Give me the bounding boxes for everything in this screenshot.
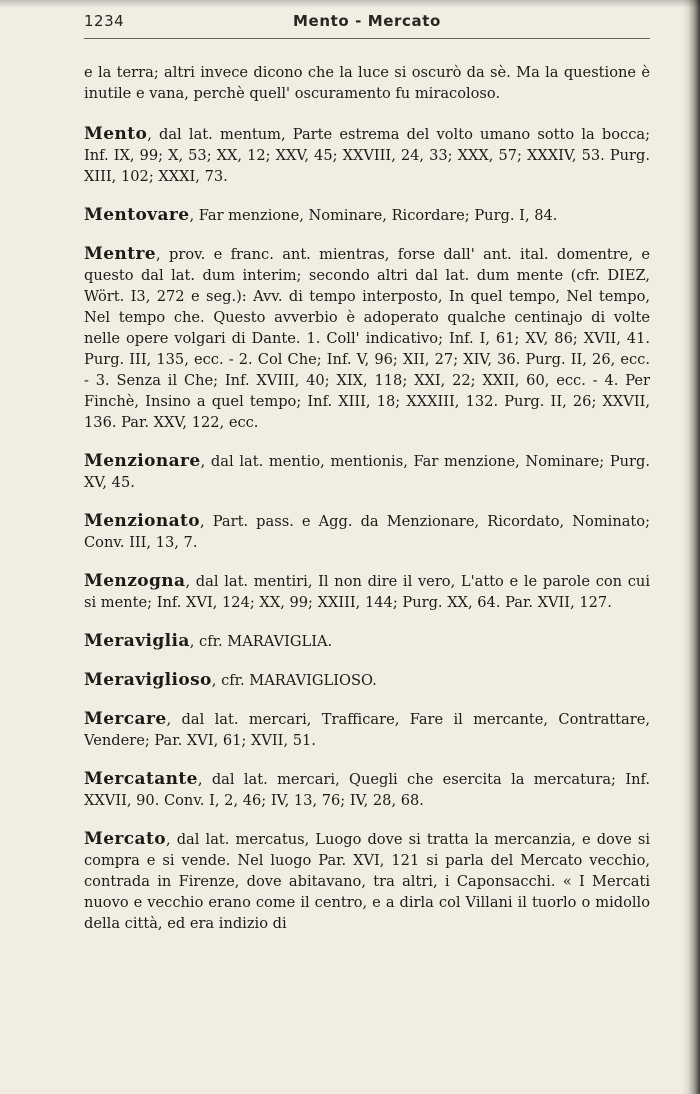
lemma: Mentovare [84,205,190,225]
page-top-shadow [0,0,700,8]
entry-menzionato [84,511,650,553]
entry-menzogna [84,571,650,613]
page-header [84,12,650,38]
header-rule [84,38,650,39]
entry-mercato [84,829,650,934]
lemma: Menzogna [84,571,186,591]
entry-text: , cfr. MARAVIGLIA. [189,633,333,650]
entry-text: , dal lat. mercari, Trafficare, Fare il mercante, Contrattare, Vendere; Par. XVI, 61; XVII, 51. [84,711,650,749]
entry-text: , cfr. MARAVIGLIOSO. [211,672,377,689]
lemma: Menzionare [84,451,201,471]
entry-text: , dal lat. mercatus, Luogo dove si tratta la mercanzia, e dove si compra e si vende. Nel luogo Par. XVI, 121 si parla del Mercato vecchio, contrada in Firenze, dove abitavano, tra altri, i Caponsacchi. « I Mercati nuovo e vecchio erano come il centro, e a dirla col Villani il tuorlo o midollo della città, ed era indizio di [84,831,650,932]
lemma: Meraviglioso [84,670,212,690]
entry-mercatante [84,769,650,811]
entry-mentovare [84,205,650,226]
entry-meraviglia [84,631,650,652]
entry-text: , dal lat. mentiri, Il non dire il vero, L'atto e le parole con cui si mente; Inf. XVI, 124; XX, 99; XXIII, 144; Purg. XX, 64. Par. XVII, 127. [84,573,650,611]
lemma: Menzionato [84,511,201,531]
entry-mentre [84,244,650,433]
entry-mercare [84,709,650,751]
entry-menzionare [84,451,650,493]
lemma: Meraviglia [84,631,190,651]
entry-text: , dal lat. mentio, mentionis, Far menzione, Nominare; Purg. XV, 45. [84,453,650,491]
lemma: Mercare [84,709,167,729]
lemma: Mercato [84,829,166,849]
entry-text: , prov. e franc. ant. mientras, forse dall' ant. ital. domentre, e questo dal lat. dum interim; secondo altri dal lat. dum mente (cfr. DIEZ, Wört. I3, 272 e seg.): Avv. di tempo interposto, In quel tempo, Nel tempo, Nel tempo che. Questo avverbio è adoperato qualche centinajo di volte nelle opere volgari di Dante. 1. Coll' indicativo; Inf. I, 61; XV, 86; XVII, 41. Purg. III, 135, ecc. - 2. Col Che; Inf. V, 96; XII, 27; XIV, 36. Purg. II, 26, ecc. - 3. Senza il Che; Inf. XVIII, 40; XIX, 118; XXI, 22; XXII, 60, ecc. - 4. Per Finchè, Insino a quel tempo; Inf. XIII, 18; XXXIII, 132. Purg. II, 26; XXVII, 136. Par. XXV, 122, ecc. [84,246,650,431]
entry-text: , dal lat. mentum, Parte estrema del volto umano sotto la bocca; Inf. IX, 99; X, 53; XX, 12; XXV, 45; XXVIII, 24, 33; XXX, 57; XXXIV, 53. Purg. XIII, 102; XXXI, 73. [84,126,650,185]
lemma: Mento [84,124,148,144]
entry-meraviglioso [84,670,650,691]
page-body [84,62,650,952]
lemma: Mentre [84,244,157,264]
lemma: Mercatante [84,769,198,789]
page-number: 1234 [84,12,125,30]
running-head: Mento - Mercato [293,12,441,30]
entry-text: , Far menzione, Nominare, Ricordare; Purg. I, 84. [189,207,558,224]
book-gutter-shadow [682,0,700,1094]
entry-text: , dal lat. mercari, Quegli che esercita la mercatura; Inf. XXVII, 90. Conv. I, 2, 46; IV, 13, 76; IV, 28, 68. [84,771,650,809]
continued-paragraph: e la terra; altri invece dicono che la luce si oscurò da sè. Ma la questione è inutile e vana, perchè quell' oscuramento fu miracoloso. [84,64,650,102]
entry-text: , Part. pass. e Agg. da Menzionare, Ricordato, Nominato; Conv. III, 13, 7. [84,513,650,551]
entry-mento [84,124,650,187]
